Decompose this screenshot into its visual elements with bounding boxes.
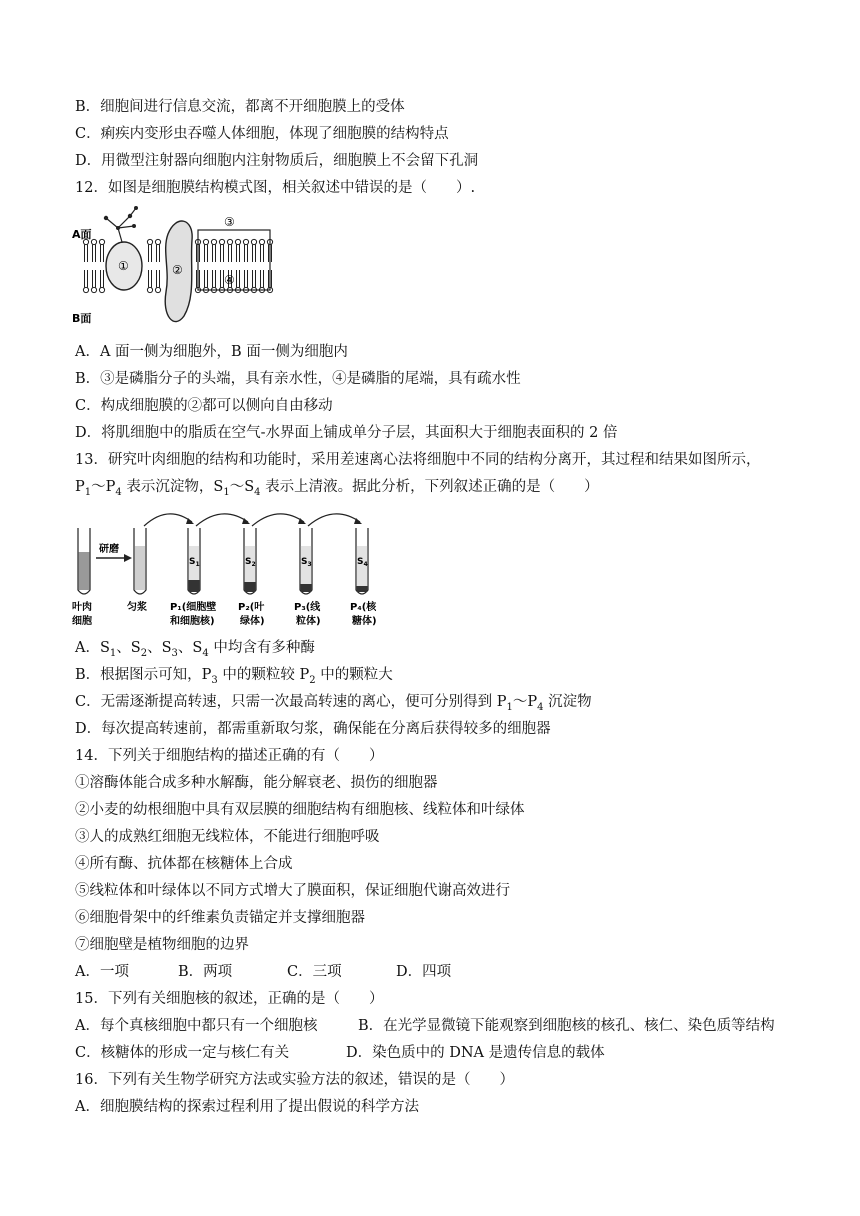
q11-option-b: B．细胞间进行信息交流，都离不开细胞膜上的受体 [75,99,405,115]
q15-option-c: C．核糖体的形成一定与核仁有关 [75,1045,290,1061]
homogenate-tube [134,528,146,594]
marker-4: ④ [224,273,235,287]
p1-label-1: P₁(细胞壁 [170,602,217,613]
q12-option-d: D．将肌细胞中的脂质在空气-水界面上铺成单分子层，其面积大于细胞表面积的 2 倍 [75,425,618,441]
q14-statement-2: ②小麦的幼根细胞中具有双层膜的细胞结构有细胞核、线粒体和叶绿体 [75,802,525,818]
q16-option-a: A．细胞膜结构的探索过程利用了提出假说的科学方法 [75,1099,419,1115]
q14-statement-1: ①溶酶体能合成多种水解酶，能分解衰老、损伤的细胞器 [75,775,438,791]
homogenate-label: 匀浆 [127,602,147,613]
q14-stem: 14．下列关于细胞结构的描述正确的有（ ） [75,748,384,764]
q12-stem: 12．如图是细胞膜结构模式图，相关叙述中错误的是（ ）. [75,180,476,196]
product-tubes [188,528,368,594]
q16-stem: 16．下列有关生物学研究方法或实验方法的叙述，错误的是（ ） [75,1072,514,1088]
q13-stem-line2: $P_1\sim P_4$ 表示沉淀物，$S_1\sim S_4$ 表示上清液。据此分析，下列叙述正确的是（ ） [75,479,599,498]
q14-statement-4: ④所有酶、抗体都在核糖体上合成 [75,856,293,872]
grind-label: 研磨 [99,544,119,555]
glycoprotein-chain [106,208,136,242]
q14-statement-7: ⑦细胞壁是植物细胞的边界 [75,937,249,953]
p4-label-1: P₄(核 [350,602,377,613]
p2-label-1: P₂(叶 [238,602,265,613]
q14-option-d: D．四项 [396,964,452,980]
marker-2: ② [172,263,183,277]
q15-option-b: B．在光学显微镜下能观察到细胞核的核孔、核仁、染色质等结构 [358,1018,775,1034]
supernatant-s2-label: $S_2$ [245,557,256,568]
q15-option-d: D．染色质中的 DNA 是遗传信息的载体 [346,1045,605,1061]
supernatant-s1-label: $S_1$ [189,557,200,568]
p3-label-2: 粒体) [296,616,321,627]
q13-option-d: D．每次提高转速前，都需重新取匀浆，确保能在分离后获得较多的细胞器 [75,721,551,737]
leaf-cell-tube [78,528,90,594]
supernatant-s4-label: $S_4$ [357,557,368,568]
q14-option-c: C．三项 [287,964,342,980]
q12-option-b: B．③是磷脂分子的头端，具有亲水性，④是磷脂的尾端，具有疏水性 [75,371,521,387]
side-a-label: A面 [72,228,92,241]
leaf-cell-label-1: 叶肉 [72,602,92,613]
q11-option-c: C．痢疾内变形虫吞噬人体细胞，体现了细胞膜的结构特点 [75,126,449,142]
q13-option-b: B．根据图示可知，$P_3$ 中的颗粒较 $P_2$ 中的颗粒大 [75,667,393,686]
q13-option-a: A．$S_1$、$S_2$、$S_3$、$S_4$ 中均含有多种酶 [75,640,315,659]
q13-stem-line1: 13．研究叶肉细胞的结构和功能时，采用差速离心法将细胞中不同的结构分离开，其过程和结果如图所示， [75,452,761,468]
q14-statement-6: ⑥细胞骨架中的纤维素负责锚定并支撑细胞器 [75,910,365,926]
p4-label-2: 糖体) [352,616,377,627]
q13-option-c: C．无需逐渐提高转速，只需一次最高转速的离心，便可分别得到 $P_1\sim P_4$ 沉淀物 [75,694,592,713]
q15-option-a: A．每个真核细胞中都只有一个细胞核 [75,1018,318,1034]
side-b-label: B面 [72,312,92,325]
q12-option-c: C．构成细胞膜的②都可以侧向自由移动 [75,398,333,414]
q12-option-a: A．A 面一侧为细胞外，B 面一侧为细胞内 [75,344,348,360]
marker-1: ① [118,259,129,273]
q14-statement-3: ③人的成熟红细胞无线粒体，不能进行细胞呼吸 [75,829,380,845]
cell-membrane-diagram [72,206,282,330]
q11-option-d: D．用微型注射器向细胞内注射物质后，细胞膜上不会留下孔洞 [75,153,479,169]
p3-label-1: P₃(线 [294,602,321,613]
transfer-arcs [144,514,360,526]
marker-3: ③ [224,215,235,229]
q14-option-b: B．两项 [178,964,233,980]
centrifugation-diagram [72,506,392,630]
p1-label-2: 和细胞核) [170,616,215,627]
q15-stem: 15．下列有关细胞核的叙述，正确的是（ ） [75,991,384,1007]
q14-statement-5: ⑤线粒体和叶绿体以不同方式增大了膜面积，保证细胞代谢高效进行 [75,883,510,899]
leaf-cell-label-2: 细胞 [72,616,92,627]
p2-label-2: 绿体) [240,616,265,627]
supernatant-s3-label: $S_3$ [301,557,312,568]
q14-option-a: A．一项 [75,964,129,980]
